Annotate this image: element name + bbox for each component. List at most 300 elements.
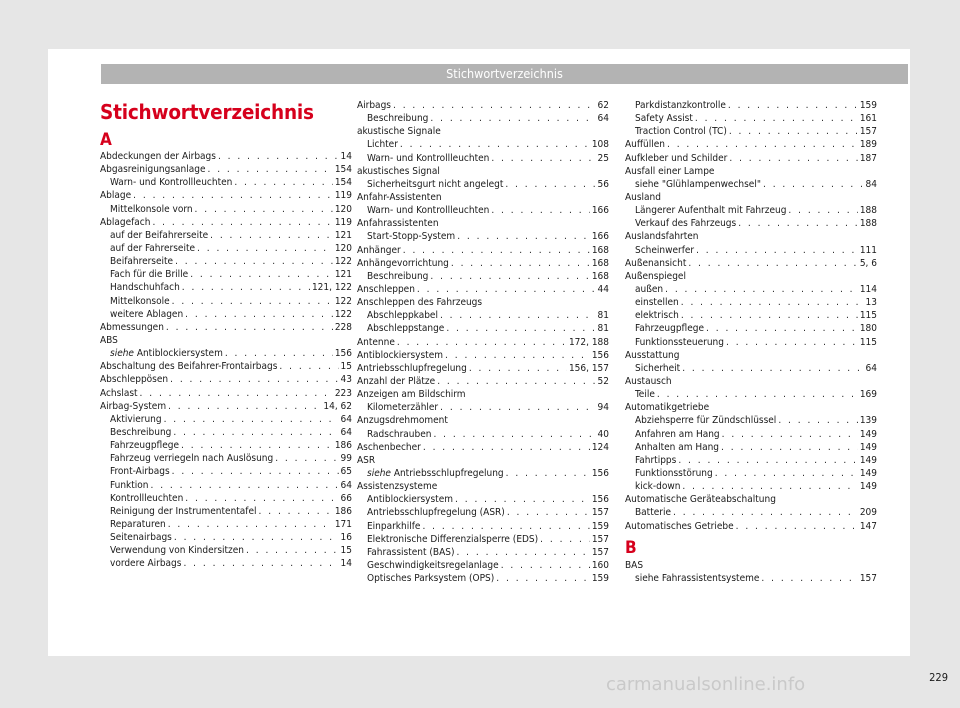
index-entry[interactable] <box>357 441 609 454</box>
index-page-ref: 119 <box>334 216 352 228</box>
index-entry[interactable] <box>625 283 877 296</box>
index-page-ref: 64 <box>865 362 877 374</box>
index-entry-label: Sicherheit <box>635 362 681 374</box>
dot-leader <box>681 296 864 309</box>
index-entry-label: Fahrzeug verriegeln nach Auslösung <box>110 453 274 465</box>
index-entry-label: Antiblockiersystem <box>357 349 444 361</box>
index-page-ref: 161 <box>859 113 877 125</box>
index-entry-label: siehe "Glühlampenwechsel" <box>635 178 761 190</box>
index-entry[interactable] <box>100 492 352 505</box>
index-entry-label: Warn- und Kontrollleuchten <box>367 205 490 217</box>
index-page-ref: 111 <box>859 244 877 256</box>
index-entry-label: Aschenbecher <box>357 441 421 453</box>
index-entry-label: Achslast <box>100 387 138 399</box>
index-page-ref: 64 <box>340 426 352 438</box>
index-heading: Anfahrassistenten <box>357 218 439 230</box>
dot-leader <box>736 520 858 533</box>
dot-leader <box>259 505 333 518</box>
index-entry[interactable] <box>357 230 609 243</box>
index-heading: Automatikgetriebe <box>625 402 710 414</box>
index-page-ref: 121 <box>334 229 352 241</box>
index-page-ref: 156 <box>591 349 609 361</box>
dot-leader <box>682 362 863 375</box>
index-page-ref: 84 <box>865 178 877 190</box>
index-page-ref: 114 <box>859 283 877 295</box>
index-page-ref: 186 <box>334 505 352 517</box>
index-page-ref: 180 <box>859 323 877 335</box>
index-page-ref: 121 <box>334 269 352 281</box>
index-entry[interactable] <box>100 150 352 163</box>
index-entry[interactable] <box>625 506 877 519</box>
index-page-ref: 157 <box>591 533 609 545</box>
index-entry-label: Antriebsschlupfregelung (ASR) <box>367 507 505 519</box>
dot-leader <box>678 454 858 467</box>
index-entry-label: Antriebsschlupfregelung <box>357 362 467 374</box>
dot-leader <box>185 492 338 505</box>
index-entry[interactable] <box>357 559 609 572</box>
index-entry[interactable] <box>100 505 352 518</box>
index-page-ref: 223 <box>334 387 352 399</box>
index-entry-label: Ablagefach <box>100 216 151 228</box>
dot-leader <box>133 189 333 202</box>
dot-leader <box>168 400 321 413</box>
index-entry[interactable] <box>100 176 352 189</box>
index-entry[interactable] <box>625 257 877 270</box>
index-page-ref: 156 <box>591 467 609 479</box>
dot-leader <box>469 362 567 375</box>
index-entry[interactable] <box>357 428 609 441</box>
index-entry-label: Auffüllen <box>625 139 665 151</box>
index-page-ref: 124 <box>591 441 609 453</box>
index-page-ref: 168 <box>591 270 609 282</box>
index-page-ref: 188 <box>859 205 877 217</box>
index-entry-label: Außenansicht <box>625 257 687 269</box>
index-entry[interactable] <box>625 572 877 585</box>
dot-leader <box>761 572 857 585</box>
dot-leader <box>430 270 589 283</box>
index-entry[interactable] <box>625 467 877 480</box>
index-entry[interactable] <box>357 546 609 559</box>
index-entry[interactable] <box>625 441 877 454</box>
index-page-ref: 160 <box>591 559 609 571</box>
dot-leader <box>218 150 339 163</box>
index-entry[interactable] <box>625 388 877 401</box>
index-heading: Ausland <box>625 191 661 203</box>
dot-leader <box>185 308 333 321</box>
index-entry-label: Abziehsperre für Zündschlüssel <box>635 415 777 427</box>
dot-leader <box>174 531 339 544</box>
index-page-ref: 14 <box>340 558 352 570</box>
dot-leader <box>246 544 339 557</box>
index-entry-label: Mittelkonsole <box>110 295 170 307</box>
index-entry[interactable] <box>100 426 352 439</box>
index-page-ref: 120 <box>334 242 352 254</box>
index-entry[interactable] <box>625 125 877 138</box>
index-entry-label: Automatisches Getriebe <box>625 520 734 532</box>
index-entry[interactable] <box>357 336 609 349</box>
index-entry[interactable] <box>100 413 352 426</box>
index-page-ref: 62 <box>597 100 609 111</box>
index-entry-label: Seitenairbags <box>110 532 172 544</box>
index-entry[interactable] <box>100 216 352 229</box>
dot-leader <box>657 388 858 401</box>
dot-leader <box>491 152 595 165</box>
index-entry[interactable] <box>625 414 877 427</box>
index-page-ref: 147 <box>859 520 877 532</box>
index-entry[interactable] <box>625 428 877 441</box>
dot-leader <box>175 255 333 268</box>
dot-leader <box>721 441 858 454</box>
index-entry[interactable] <box>357 493 609 506</box>
index-entry[interactable] <box>357 375 609 388</box>
index-entry-label: Abschleppösen <box>100 374 169 386</box>
index-entry[interactable] <box>625 204 877 217</box>
index-entry-label: Abschleppkabel <box>367 310 438 322</box>
index-heading: ASR <box>357 454 376 466</box>
dot-leader <box>430 112 595 125</box>
index-entry[interactable] <box>100 347 352 360</box>
dot-leader <box>491 204 589 217</box>
dot-leader <box>501 559 590 572</box>
index-page-ref: 159 <box>591 573 609 585</box>
index-page-ref: 168 <box>591 244 609 256</box>
index-entry-label: kick-down <box>635 481 681 493</box>
page-number: 229 <box>929 671 948 684</box>
dot-leader <box>706 322 858 335</box>
index-heading: Anfahr-Assistenten <box>357 191 442 203</box>
index-entry[interactable] <box>625 112 877 125</box>
dot-leader <box>667 138 858 151</box>
index-entry[interactable] <box>357 467 609 480</box>
index-page-ref: 81 <box>597 323 609 335</box>
dot-leader <box>726 336 858 349</box>
dot-leader <box>696 244 858 257</box>
dot-leader <box>275 452 338 465</box>
dot-leader <box>279 360 338 373</box>
index-entry-label: siehe Fahrassistentsysteme <box>635 572 760 584</box>
index-see-prefix: siehe <box>367 467 391 479</box>
index-entry-label: Parkdistanzkontrolle <box>635 100 726 111</box>
index-entry[interactable] <box>100 465 352 478</box>
index-entry-label: auf der Fahrerseite <box>110 242 196 254</box>
index-entry[interactable] <box>625 520 877 533</box>
index-entry[interactable] <box>100 452 352 465</box>
dot-leader <box>393 99 596 112</box>
index-heading: Automatische Geräteabschaltung <box>625 494 776 506</box>
index-entry-label: Beifahrerseite <box>110 256 174 268</box>
index-entry-label: Anhänger <box>357 244 401 256</box>
index-heading: Anschleppen des Fahrzeugs <box>357 297 483 309</box>
index-entry[interactable] <box>625 362 877 375</box>
index-entry[interactable] <box>625 454 877 467</box>
index-page-ref: 168 <box>591 257 609 269</box>
index-page-ref: 64 <box>597 113 609 125</box>
dot-leader <box>729 152 857 165</box>
dot-leader <box>150 479 338 492</box>
index-entry-label: Elektronische Differenzialsperre (EDS) <box>367 533 539 545</box>
index-heading: akustische Signale <box>357 126 441 138</box>
index-entry-text: Antiblockiersystem <box>136 348 223 360</box>
dot-leader <box>170 373 338 386</box>
dot-leader <box>540 533 590 546</box>
index-page-ref: 99 <box>340 453 352 465</box>
index-page-ref: 5, 6 <box>859 257 877 269</box>
dot-leader <box>423 441 590 454</box>
index-entry-label: Aktivierung <box>110 413 162 425</box>
index-entry[interactable] <box>357 152 609 165</box>
index-entry-label: Beschreibung <box>367 113 429 125</box>
index-entry[interactable] <box>100 387 352 400</box>
index-see-prefix: siehe <box>110 348 134 360</box>
index-column-3 <box>625 99 877 585</box>
dot-leader <box>506 467 590 480</box>
index-entry-label: Antenne <box>357 336 395 348</box>
index-entry[interactable] <box>100 518 352 531</box>
dot-leader <box>182 281 310 294</box>
index-entry-label: Optisches Parksystem (OPS) <box>367 573 495 585</box>
index-entry[interactable] <box>357 270 609 283</box>
index-entry[interactable] <box>100 203 352 216</box>
index-page-ref: 149 <box>859 454 877 466</box>
index-entry-label: Abschaltung des Beifahrer-Frontairbags <box>100 361 278 373</box>
dot-leader <box>455 493 590 506</box>
dot-leader <box>457 230 590 243</box>
dot-leader <box>446 322 595 335</box>
index-entry[interactable] <box>357 533 609 546</box>
index-page-ref: 14, 62 <box>323 400 352 412</box>
index-page-ref: 189 <box>859 139 877 151</box>
index-entry-label: Anschleppen <box>357 283 415 295</box>
dot-leader <box>681 309 858 322</box>
index-entry[interactable] <box>625 480 877 493</box>
index-heading: Ausstattung <box>625 349 680 361</box>
index-entry[interactable] <box>100 281 352 294</box>
index-page-ref: 169 <box>859 389 877 401</box>
index-page-ref: 14 <box>340 151 352 162</box>
index-entry[interactable] <box>357 99 609 112</box>
index-entry[interactable] <box>625 152 877 165</box>
index-entry[interactable] <box>100 373 352 386</box>
index-page-ref: 159 <box>591 520 609 532</box>
index-entry[interactable] <box>625 309 877 322</box>
index-page-ref: 43 <box>340 374 352 386</box>
dot-leader <box>190 268 333 281</box>
index-entry[interactable] <box>625 178 877 191</box>
dot-leader <box>437 375 595 388</box>
index-entry-label: Front-Airbags <box>110 466 170 478</box>
index-entry[interactable] <box>100 479 352 492</box>
index-entry[interactable] <box>625 138 877 151</box>
index-entry[interactable] <box>100 295 352 308</box>
index-entry-label: Teile <box>635 389 655 401</box>
index-entry-label: Start-Stopp-System <box>367 231 456 243</box>
index-entry-label: Fahrtipps <box>635 454 677 466</box>
dot-leader <box>173 426 338 439</box>
index-page-ref: 172, 188 <box>568 336 609 348</box>
index-entry[interactable] <box>100 557 352 570</box>
index-page-ref: 25 <box>597 152 609 164</box>
index-entry[interactable] <box>625 336 877 349</box>
index-entry-label: Reparaturen <box>110 518 166 530</box>
index-entry[interactable] <box>357 112 609 125</box>
index-heading: Anzugsdrehmoment <box>357 415 448 427</box>
index-page-ref: 44 <box>597 283 609 295</box>
index-entry[interactable] <box>357 520 609 533</box>
index-page-ref: 209 <box>859 507 877 519</box>
dot-leader <box>778 414 858 427</box>
index-page-ref: 166 <box>591 205 609 217</box>
index-entry[interactable] <box>100 308 352 321</box>
index-entry[interactable] <box>100 400 352 413</box>
index-entry-label: Safety Assist <box>635 113 693 125</box>
index-page-ref: 122 <box>334 308 352 320</box>
index-entry-label: Handschuhfach <box>110 282 180 294</box>
index-entry[interactable] <box>100 163 352 176</box>
index-entry[interactable] <box>625 217 877 230</box>
dot-leader <box>172 295 333 308</box>
dot-leader <box>417 283 596 296</box>
index-heading: Austausch <box>625 375 672 387</box>
index-entry-label: Kontrollleuchten <box>110 492 184 504</box>
dot-leader <box>722 428 858 441</box>
index-entry-label: Traction Control (TC) <box>635 126 727 138</box>
index-heading: ABS <box>100 334 118 346</box>
index-entry-label: Abmessungen <box>100 321 164 333</box>
dot-leader <box>763 178 864 191</box>
index-entry-label: Kilometerzähler <box>367 402 439 414</box>
index-entry-label: auf der Beifahrerseite <box>110 229 209 241</box>
index-entry[interactable] <box>357 401 609 414</box>
index-page-ref: 186 <box>334 440 352 452</box>
index-entry[interactable] <box>357 362 609 375</box>
index-entry-label: Anzahl der Plätze <box>357 375 436 387</box>
index-page-ref: 166 <box>591 231 609 243</box>
index-entry[interactable] <box>625 296 877 309</box>
index-page-ref: 115 <box>859 336 877 348</box>
index-entry[interactable] <box>100 189 352 202</box>
dot-leader <box>152 216 332 229</box>
index-entry-label: Radschrauben <box>367 428 432 440</box>
index-letter-heading: A <box>100 130 112 150</box>
dot-leader <box>440 401 595 414</box>
index-entry[interactable] <box>625 99 877 112</box>
index-page-ref: 157 <box>591 507 609 519</box>
dot-leader <box>422 520 589 533</box>
index-entry[interactable] <box>100 544 352 557</box>
index-entry-label: Verkauf des Fahrzeugs <box>635 218 737 230</box>
index-entry[interactable] <box>100 531 352 544</box>
index-entry[interactable] <box>357 322 609 335</box>
index-page-ref: 94 <box>597 402 609 414</box>
index-entry[interactable] <box>357 178 609 191</box>
index-entry-label: Beschreibung <box>367 270 429 282</box>
index-entry-label: Fahrzeugpflege <box>635 323 705 335</box>
dot-leader <box>673 506 858 519</box>
index-page-ref: 56 <box>597 178 609 190</box>
index-entry[interactable] <box>625 244 877 257</box>
index-entry[interactable] <box>100 439 352 452</box>
index-page-ref: 16 <box>340 532 352 544</box>
index-heading: Auslandsfahrten <box>625 231 699 243</box>
index-heading: Ausfall einer Lampe <box>625 165 715 177</box>
index-heading: Außenspiegel <box>625 270 686 282</box>
index-entry-label: Airbag-System <box>100 400 167 412</box>
index-page-ref: 159 <box>859 100 877 111</box>
index-entry-label <box>110 347 223 360</box>
index-page-ref: 13 <box>865 297 877 309</box>
index-entry[interactable] <box>100 242 352 255</box>
dot-leader <box>456 546 589 559</box>
index-entry[interactable] <box>357 309 609 322</box>
index-entry-label: Ablage <box>100 190 132 202</box>
index-entry-label: Abdeckungen der Airbags <box>100 151 216 162</box>
index-page-ref: 122 <box>334 295 352 307</box>
index-heading: BAS <box>625 559 644 571</box>
index-entry-label: Batterie <box>635 507 672 519</box>
dot-leader <box>397 336 567 349</box>
index-entry-label: Anfahren am Hang <box>635 428 720 440</box>
dot-leader <box>788 204 857 217</box>
dot-leader <box>729 125 858 138</box>
index-entry[interactable] <box>357 257 609 270</box>
dot-leader <box>728 99 858 112</box>
dot-leader <box>433 428 595 441</box>
index-page-ref: 156 <box>591 494 609 506</box>
index-page-ref: 65 <box>340 466 352 478</box>
dot-leader <box>197 242 333 255</box>
index-entry[interactable] <box>100 268 352 281</box>
index-entry-label: Funktionssteuerung <box>635 336 724 348</box>
dot-leader <box>682 480 857 493</box>
index-entry-label: Aufkleber und Schilder <box>625 152 728 164</box>
index-entry[interactable] <box>357 283 609 296</box>
index-entry[interactable] <box>100 321 352 334</box>
index-entry[interactable] <box>357 138 609 151</box>
index-entry-label: Airbags <box>357 100 391 111</box>
dot-leader <box>440 309 596 322</box>
index-page-ref: 228 <box>334 321 352 333</box>
index-page-ref: 188 <box>859 218 877 230</box>
index-entry[interactable] <box>357 244 609 257</box>
index-entry[interactable] <box>357 506 609 519</box>
index-page-ref: 64 <box>340 479 352 491</box>
index-entry-label: Antiblockiersystem <box>367 494 454 506</box>
index-entry-label: Fach für die Brille <box>110 269 189 281</box>
index-entry-label: Warn- und Kontrollleuchten <box>110 177 233 189</box>
index-entry[interactable] <box>100 229 352 242</box>
index-entry[interactable] <box>100 255 352 268</box>
index-page-ref: 149 <box>859 441 877 453</box>
index-column-2 <box>357 99 609 585</box>
dot-leader <box>225 347 333 360</box>
index-entry-label: Mittelkonsole vorn <box>110 203 193 215</box>
index-entry-label: Geschwindigkeitsregelanlage <box>367 559 499 571</box>
header-title: Stichwortverzeichnis <box>446 66 563 81</box>
index-entry[interactable] <box>625 322 877 335</box>
index-entry[interactable] <box>100 360 352 373</box>
index-entry-label: elektrisch <box>635 310 679 322</box>
index-entry[interactable] <box>357 349 609 362</box>
index-entry-label: Abgasreinigungsanlage <box>100 164 206 176</box>
index-entry[interactable] <box>357 204 609 217</box>
index-page-ref: 108 <box>591 139 609 151</box>
index-entry-label: Reinigung der Instrumententafel <box>110 505 257 517</box>
index-entry[interactable] <box>357 572 609 585</box>
dot-leader <box>166 321 333 334</box>
index-page-ref: 64 <box>340 413 352 425</box>
index-page-ref: 154 <box>334 177 352 189</box>
index-page-ref: 149 <box>859 428 877 440</box>
